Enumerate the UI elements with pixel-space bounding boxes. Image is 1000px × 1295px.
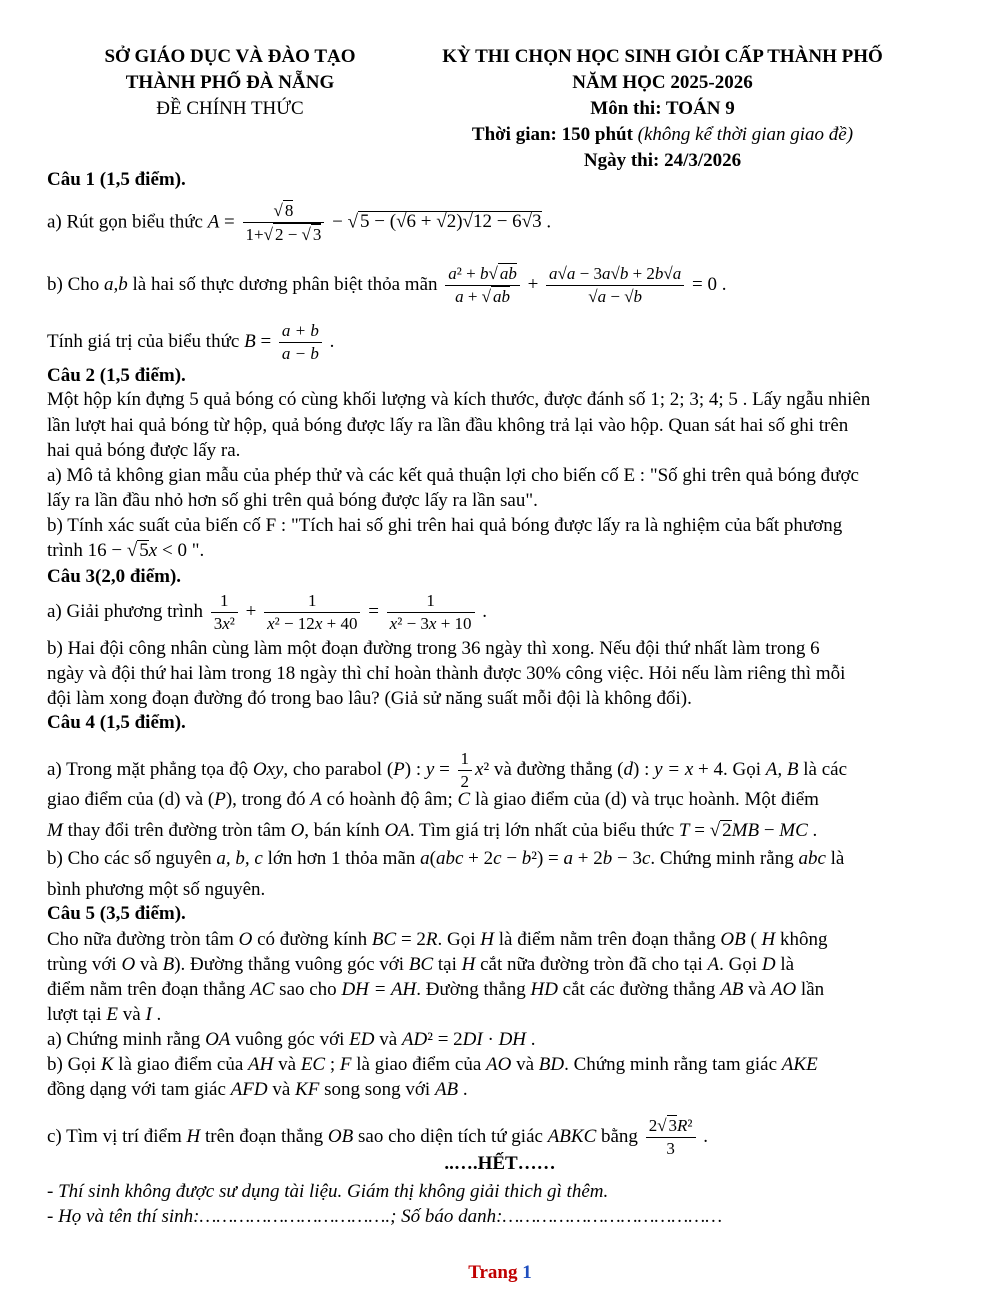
q5-line-4: lượt tại E và I . — [47, 1004, 162, 1025]
q5-part-c: c) Tìm vị trí điểm H trên đoạn thẳng OB sao cho diện tích tứ giác ABKC bằng $\frac{\text{2√ 3R²}}{3}$ . — [47, 1116, 709, 1158]
q4-line-a3: M thay đổi trên đường tròn tâm O, bán kính OA. Tìm giá trị lớn nhất của biểu thức T = √ 2MB − MC . — [47, 820, 818, 841]
q5-line-3: điểm nằm trên đoạn thẳng AC sao cho DH = AH. Đường thẳng HD cắt các đường thẳng AB và AO lần — [47, 979, 825, 1000]
q5-line-1: Cho nữa đường tròn tâm O có đường kính BC = 2R. Gọi H là điểm nằm trên đoạn thẳng OB ( H không — [47, 929, 828, 950]
city-name: THÀNH PHỐ ĐÀ NẴNG — [125, 72, 335, 93]
note-1: - Thí sinh không được sư dụng tài liệu. Giám thị không giải thich gì thêm. — [47, 1181, 609, 1202]
time-line: Thời gian: 150 phút (không kể thời gian giao đề) — [471, 124, 854, 145]
header-right — [400, 44, 925, 174]
q3-title: Câu 3(2,0 điểm). — [47, 566, 182, 587]
q5-title: Câu 5 (3,5 điểm). — [47, 903, 186, 924]
q4-line-b2: bình phương một số nguyên. — [47, 879, 266, 900]
q4-line-b1: b) Cho các số nguyên a, b, c lớn hơn 1 thỏa mãn a(abc + 2c − b²) = a + 2b − 3c. Chứng minh rằng abc là — [47, 848, 845, 869]
q1-part-b2: Tính giá trị của biểu thức B = $\frac{a + b}{a - b}$ . — [47, 321, 335, 363]
q2-line-1: Một hộp kín đựng 5 quả bóng có cùng khối lượng và kích thước, được đánh số 1; 2; 3; 4; 5 . Lấy ngẫu nhiên — [47, 389, 871, 410]
q2-line-5: lấy ra lần đầu nhỏ hơn số ghi trên quả bóng được lấy ra lần sau". — [47, 490, 538, 511]
subject: Môn thi: TOÁN 9 — [590, 98, 735, 119]
page-number: 1 — [522, 1262, 532, 1283]
q5-part-a: a) Chứng minh rằng OA vuông góc với ED và AD² = 2DI · DH . — [47, 1029, 536, 1050]
end-marker: ..….HẾT…… — [444, 1153, 556, 1174]
q1-part-a: a) Rút gọn biểu thức A = $\frac{√ 8}{1+√ 2 - √ 3}$ − √ 5 − (√6 + √2)√12 − 6√3 . — [47, 201, 552, 244]
q4-title: Câu 4 (1,5 điểm). — [47, 712, 186, 733]
q1-part-b: b) Cho a,b là hai số thực dương phân biệt thỏa mãn $\frac{\text{a² + b√ ab}}{a + √ ab}$ + $\frac{a√a - 3a√b + 2b√a}{√a - √b}$ = 0 . — [47, 264, 727, 306]
note-2: - Họ và tên thí sinh:…………………………….; Số báo danh:………………………………… — [47, 1206, 723, 1227]
exam-date: Ngày thi: 24/3/2026 — [583, 150, 742, 171]
page-label: Trang — [468, 1262, 518, 1283]
q5-line-2: trùng với O và B). Đường thẳng vuông góc với BC tại H cắt nữa đường tròn đã cho tại A. Gọi D là — [47, 954, 795, 975]
exam-title: KỲ THI CHỌN HỌC SINH GIỎI CẤP THÀNH PHỐ — [442, 46, 883, 67]
q2-line-4: a) Mô tả không gian mẫu của phép thử và các kết quả thuận lợi cho biến cố E : "Số ghi trên quả bóng được — [47, 465, 859, 486]
q2-line-7: trình 16 − √ 5x < 0 ". — [47, 540, 205, 561]
q2-line-6: b) Tính xác suất của biến cố F : "Tích hai số ghi trên hai quả bóng được lấy ra là nghiệm của bất phương — [47, 515, 843, 536]
q1-title: Câu 1 (1,5 điểm). — [47, 169, 186, 190]
school-year: NĂM HỌC 2025-2026 — [572, 72, 753, 93]
q3-part-a: a) Giải phương trình $\frac{1}{\text{3x²}}$ + $\frac{1}{\text{x² − 12x + 40}}$ = $\frac{1}{\text{x² − 3x + 10}}$ . — [47, 591, 488, 633]
q2-line-3: hai quả bóng được lấy ra. — [47, 440, 241, 461]
q3-line-3: ngày và đội thứ hai làm trong 18 ngày thì chỉ hoàn thành được 30% công việc. Hỏi nếu làm riêng thì mỗi — [47, 663, 846, 684]
q5-part-b2: đồng dạng với tam giác AFD và KF song song với AB . — [47, 1079, 468, 1100]
q5-part-b: b) Gọi K là giao điểm của AH và EC ; F là giao điểm của AO và BD. Chứng minh rằng tam giác AKE — [47, 1054, 818, 1075]
q2-line-2: lần lượt hai quả bóng từ hộp, quả bóng được lấy ra lần đầu không trả lại vào hộp. Quan sát hai số ghi trên — [47, 415, 849, 436]
q2-title: Câu 2 (1,5 điểm). — [47, 365, 186, 386]
official-label: ĐỀ CHÍNH THỨC — [156, 98, 304, 119]
q3-line-4: đội làm xong đoạn đường đó trong bao lâu? (Giả sử năng suất mỗi đội là không đổi). — [47, 688, 692, 709]
department-name: SỞ GIÁO DỤC VÀ ĐÀO TẠO — [104, 46, 356, 67]
q4-line-a2: giao điểm của (d) và (P), trong đó A có hoành độ âm; C là giao điểm của (d) và trục hoành. Một điểm — [47, 789, 819, 810]
page-footer — [0, 1262, 1000, 1284]
header-left — [60, 44, 400, 122]
q4-line-a1: a) Trong mặt phẳng tọa độ Oxy, cho parabol (P) : y = $\frac{1}{2}$ x² và đường thẳng (d) : y = x + 4. Gọi A, B là các — [47, 749, 847, 791]
q3-line-2: b) Hai đội công nhân cùng làm một đoạn đường trong 36 ngày thì xong. Nếu đội thứ nhất làm trong 6 — [47, 638, 820, 659]
